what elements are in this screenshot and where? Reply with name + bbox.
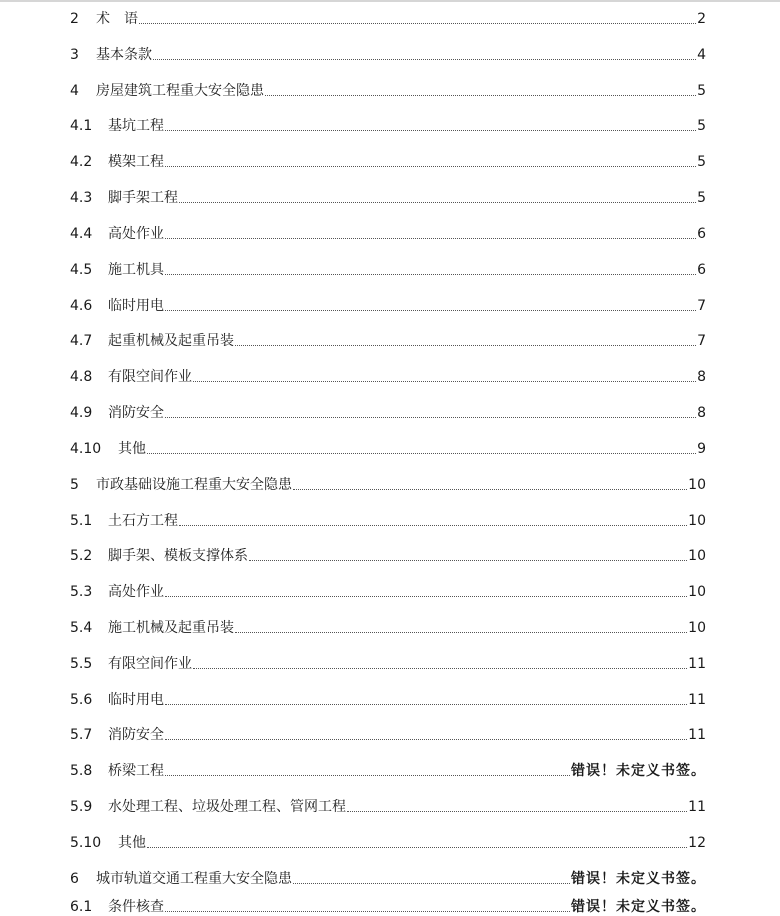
- toc-entry[interactable]: [70, 653, 706, 673]
- toc-entry-number: 5: [70, 477, 79, 493]
- toc-entry-title: 临时用电: [108, 692, 164, 708]
- dot-leader: [165, 238, 696, 239]
- toc-entry-number: 5.1: [70, 513, 93, 529]
- dot-leader: [139, 23, 696, 24]
- toc-entry-page: 5: [697, 83, 706, 99]
- toc-entry[interactable]: [70, 151, 706, 171]
- toc-entry-title: 条件核查: [108, 899, 164, 915]
- dot-leader: [179, 525, 687, 526]
- top-border: [0, 0, 780, 2]
- toc-entry-title: 脚手架工程: [108, 190, 178, 206]
- dot-leader: [347, 811, 687, 812]
- toc-entry-page: 10: [688, 584, 706, 600]
- toc-entry[interactable]: [70, 44, 706, 64]
- toc-entry[interactable]: [70, 760, 706, 780]
- toc-entry-number: 4.10: [70, 441, 102, 457]
- toc-entry-page: 10: [688, 548, 706, 564]
- toc-entry-number: 5.10: [70, 835, 102, 851]
- toc-entry-number: 4.7: [70, 333, 93, 349]
- toc-entry[interactable]: [70, 80, 706, 100]
- toc-entry-title: 水处理工程、垃圾处理工程、管网工程: [108, 799, 346, 815]
- toc-entry[interactable]: [70, 510, 706, 530]
- toc-entry-title: 消防安全: [108, 405, 164, 421]
- toc-entry[interactable]: [70, 581, 706, 601]
- toc-entry[interactable]: [70, 832, 706, 852]
- toc-entry[interactable]: [70, 366, 706, 386]
- toc-entry-page: 11: [688, 799, 706, 815]
- toc-entry-number: 4.1: [70, 118, 93, 134]
- toc-entry-number: 5.4: [70, 620, 93, 636]
- toc-entry[interactable]: [70, 330, 706, 350]
- toc-entry-number: 4.3: [70, 190, 93, 206]
- dot-leader: [165, 166, 696, 167]
- toc-entry-page: 12: [688, 835, 706, 851]
- dot-leader: [193, 668, 687, 669]
- toc-entry[interactable]: [70, 295, 706, 315]
- dot-leader: [165, 596, 687, 597]
- toc-entry-title: 高处作业: [108, 584, 164, 600]
- toc-entry-title: 其他: [118, 441, 146, 457]
- toc-entry-page: 10: [688, 513, 706, 529]
- toc-entry-page: 11: [688, 692, 706, 708]
- toc-entry-page-error: 错误！未定义书签。: [571, 871, 706, 887]
- toc-entry-number: 4: [70, 83, 79, 99]
- toc-entry-number: 4.6: [70, 298, 93, 314]
- toc-entry-title: 房屋建筑工程重大安全隐患: [96, 83, 264, 99]
- toc-entry-page: 8: [697, 369, 706, 385]
- dot-leader: [165, 310, 696, 311]
- toc-entry[interactable]: [70, 402, 706, 422]
- toc-entry-number: 5.3: [70, 584, 93, 600]
- toc-entry-title: 起重机械及起重吊装: [108, 333, 234, 349]
- dot-leader: [165, 911, 570, 912]
- dot-leader: [147, 847, 687, 848]
- toc-entry-page: 7: [697, 333, 706, 349]
- toc-entry-page: 7: [697, 298, 706, 314]
- toc-entry-title: 城市轨道交通工程重大安全隐患: [96, 871, 292, 887]
- toc-entry-number: 4.2: [70, 154, 93, 170]
- toc-entry-page: 4: [697, 47, 706, 63]
- toc-entry[interactable]: [70, 689, 706, 709]
- toc-entry-title: 其他: [118, 835, 146, 851]
- toc-entry-number: 5.7: [70, 727, 93, 743]
- toc-entry-title: 有限空间作业: [108, 369, 192, 385]
- dot-leader: [265, 95, 696, 96]
- toc-entry-page-error: 错误！未定义书签。: [571, 899, 706, 915]
- toc-entry-title: 脚手架、模板支撑体系: [108, 548, 248, 564]
- toc-entry-number: 4.8: [70, 369, 93, 385]
- dot-leader: [293, 883, 570, 884]
- toc-entry-title: 桥梁工程: [108, 763, 164, 779]
- toc-entry-page: 11: [688, 727, 706, 743]
- toc-entry-number: 4.4: [70, 226, 93, 242]
- toc-entry[interactable]: [70, 223, 706, 243]
- toc-entry[interactable]: [70, 8, 706, 28]
- toc-entry-page-error: 错误！未定义书签。: [571, 763, 706, 779]
- toc-entry[interactable]: [70, 868, 706, 888]
- dot-leader: [235, 632, 687, 633]
- toc-entry-title: 基本条款: [96, 47, 152, 63]
- dot-leader: [165, 739, 687, 740]
- toc-entry-number: 4.5: [70, 262, 93, 278]
- toc-entry[interactable]: [70, 796, 706, 816]
- toc-entry[interactable]: [70, 545, 706, 565]
- toc-entry-number: 5.9: [70, 799, 93, 815]
- toc-entry-number: 5.5: [70, 656, 93, 672]
- dot-leader: [147, 453, 696, 454]
- toc-entry-page: 2: [697, 11, 706, 27]
- toc-entry-number: 5.8: [70, 763, 93, 779]
- toc-entry-page: 5: [697, 118, 706, 134]
- toc-entry-number: 4.9: [70, 405, 93, 421]
- toc-entry[interactable]: [70, 259, 706, 279]
- toc-entry-number: 5.2: [70, 548, 93, 564]
- toc-entry[interactable]: [70, 724, 706, 744]
- dot-leader: [235, 345, 696, 346]
- toc-entry-number: 2: [70, 11, 79, 27]
- toc-entry-title: 术 语: [96, 11, 138, 27]
- dot-leader: [165, 274, 696, 275]
- dot-leader: [249, 560, 687, 561]
- toc-entry-title: 高处作业: [108, 226, 164, 242]
- dot-leader: [193, 381, 696, 382]
- toc-entry-page: 6: [697, 226, 706, 242]
- toc-entry-page: 5: [697, 190, 706, 206]
- toc-entry[interactable]: [70, 474, 706, 494]
- toc-entry-title: 市政基础设施工程重大安全隐患: [96, 477, 292, 493]
- toc-entry[interactable]: [70, 438, 706, 458]
- toc-entry[interactable]: [70, 187, 706, 207]
- toc-entry-page: 10: [688, 477, 706, 493]
- toc-entry-page: 9: [697, 441, 706, 457]
- toc-entry-title: 施工机具: [108, 262, 164, 278]
- toc-entry-title: 有限空间作业: [108, 656, 192, 672]
- toc-entry-title: 模架工程: [108, 154, 164, 170]
- toc-entry-page: 6: [697, 262, 706, 278]
- toc-entry-page: 5: [697, 154, 706, 170]
- toc-entry[interactable]: [70, 115, 706, 135]
- toc-entry-number: 6.1: [70, 899, 93, 915]
- toc-entry-title: 施工机械及起重吊装: [108, 620, 234, 636]
- dot-leader: [165, 704, 687, 705]
- toc-entry-number: 3: [70, 47, 79, 63]
- toc-entry-page: 11: [688, 656, 706, 672]
- toc-entry-title: 消防安全: [108, 727, 164, 743]
- dot-leader: [179, 202, 696, 203]
- dot-leader: [153, 59, 696, 60]
- toc-entry-number: 5.6: [70, 692, 93, 708]
- dot-leader: [165, 775, 570, 776]
- toc-entry-title: 基坑工程: [108, 118, 164, 134]
- toc-entry-number: 6: [70, 871, 79, 887]
- toc-entry[interactable]: [70, 617, 706, 637]
- dot-leader: [165, 417, 696, 418]
- dot-leader: [293, 489, 687, 490]
- toc-entry-page: 8: [697, 405, 706, 421]
- toc-entry-page: 10: [688, 620, 706, 636]
- toc-entry-title: 土石方工程: [108, 513, 178, 529]
- toc-entry-title: 临时用电: [108, 298, 164, 314]
- toc-entry[interactable]: [70, 896, 706, 916]
- dot-leader: [165, 130, 696, 131]
